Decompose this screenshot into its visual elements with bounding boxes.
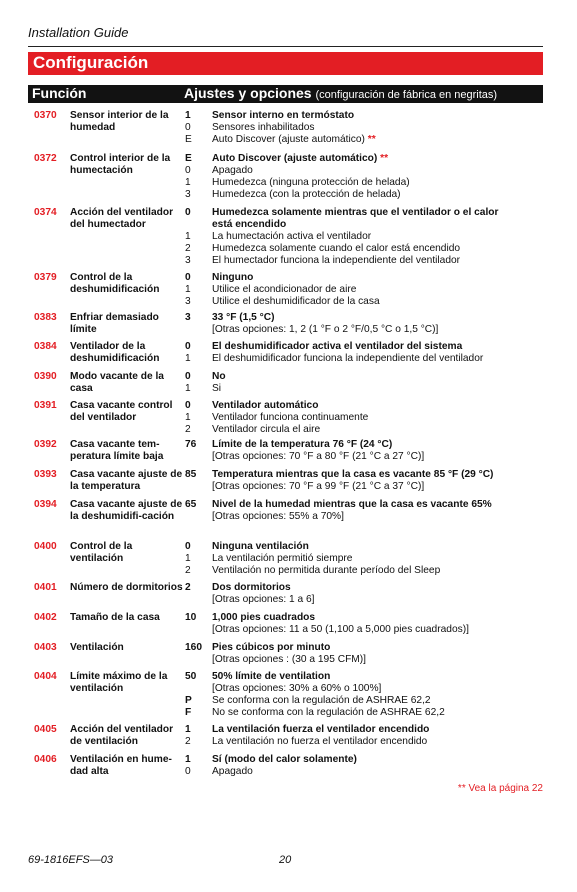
option-line: [212, 451, 542, 463]
option-line: [212, 553, 542, 565]
setting-code: 0393: [34, 469, 57, 480]
option-text: 33 °F (1,5 °C): [212, 312, 275, 323]
setting-options: [212, 582, 542, 606]
setting-value: 65: [185, 499, 197, 510]
option-line: [212, 654, 542, 666]
setting-value: 1: [185, 177, 191, 188]
setting-options: [212, 724, 542, 748]
option-text: La ventilación fuerza el ventilador encendido: [212, 724, 430, 735]
option-line: [212, 243, 542, 255]
setting-options: [212, 341, 542, 365]
settings-header-note: (configuración de fábrica en negritas): [315, 89, 498, 101]
setting-value: 1: [185, 383, 191, 394]
option-line: [212, 371, 542, 383]
option-line: [212, 499, 542, 511]
option-line: [212, 207, 542, 219]
option-line: [212, 766, 542, 778]
setting-value: 0: [185, 165, 191, 176]
setting-values: [185, 642, 209, 654]
option-text: Si: [212, 383, 222, 394]
option-line: [212, 582, 542, 594]
function-name: Acción del ventilador del humectador: [70, 207, 174, 230]
page-number: 20: [279, 854, 292, 866]
option-line: [212, 400, 542, 412]
option-line: [212, 439, 542, 451]
option-line: [212, 296, 542, 308]
option-line: [212, 565, 542, 577]
setting-values: [185, 754, 209, 778]
setting-values: [185, 439, 209, 451]
option-line: [212, 110, 542, 122]
function-name: Sensor interior de la humedad: [70, 110, 169, 133]
function-name: Ventilador de la deshumidificación: [70, 341, 160, 364]
setting-options: [212, 642, 542, 666]
option-text: Nivel de la humedad mientras que la casa es vacante 65%: [212, 499, 492, 510]
option-text: Ventilación no permitida durante período del Sleep: [212, 565, 441, 576]
setting-value: 0: [185, 122, 191, 133]
footnote: ** Vea la página 22: [457, 783, 543, 794]
setting-options: [212, 153, 542, 201]
setting-value: 0: [185, 400, 191, 411]
setting-options: [212, 671, 542, 719]
option-text: Auto Discover (ajuste automático): [212, 153, 378, 164]
option-text: Ninguno: [212, 272, 254, 283]
setting-code: 0400: [34, 541, 57, 552]
setting-code: 0394: [34, 499, 57, 510]
setting-values: [185, 469, 209, 481]
option-line: [212, 541, 542, 553]
option-text: Humedezca solamente cuando el calor está encendido: [212, 243, 461, 254]
option-line: [212, 165, 542, 177]
option-line: [212, 189, 542, 201]
setting-value: [185, 219, 209, 231]
function-name: Tamaño de la casa: [70, 612, 160, 623]
option-text: Auto Discover (ajuste automático): [212, 134, 365, 145]
option-text: El humectador funciona la independiente del ventilador: [212, 255, 461, 266]
option-line: [212, 353, 542, 365]
setting-values: [185, 400, 209, 436]
option-text: Ventilador circula el aire: [212, 424, 321, 435]
function-name: Límite máximo de la ventilación: [70, 671, 168, 694]
option-line: [212, 695, 542, 707]
option-text: Se conforma con la regulación de ASHRAE 62,2: [212, 695, 431, 706]
option-text: Sí (modo del calor solamente): [212, 754, 357, 765]
option-text: Apagado: [212, 766, 253, 777]
setting-value: 3: [185, 296, 191, 307]
column-header-settings: [184, 85, 497, 101]
setting-options: [212, 207, 542, 267]
function-name: Modo vacante de la casa: [70, 371, 164, 394]
setting-code: 0379: [34, 272, 57, 283]
setting-options: [212, 371, 542, 395]
option-text: Dos dormitorios: [212, 582, 291, 593]
setting-code: 0374: [34, 207, 57, 218]
setting-options: [212, 312, 542, 336]
option-line: [212, 469, 542, 481]
option-text: 50% límite de ventilation: [212, 671, 331, 682]
setting-values: [185, 110, 209, 146]
setting-options: [212, 499, 542, 523]
function-name: Enfriar demasiado límite: [70, 312, 159, 335]
setting-value: 160: [185, 642, 202, 653]
option-line: [212, 134, 542, 146]
option-text: Humedezca (con la protección de helada): [212, 189, 401, 200]
setting-options: [212, 272, 542, 308]
option-line: [212, 383, 542, 395]
setting-code: 0401: [34, 582, 57, 593]
setting-value: P: [185, 695, 192, 706]
option-line: [212, 736, 542, 748]
setting-value: 1: [185, 231, 191, 242]
setting-values: [185, 272, 209, 308]
setting-values: [185, 371, 209, 395]
option-line: [212, 683, 542, 695]
setting-value: 0: [185, 766, 191, 777]
option-text: [Otras opciones: 70 °F a 99 °F (21 °C a 37 °C)]: [212, 481, 425, 492]
setting-value: 0: [185, 207, 191, 218]
setting-values: [185, 541, 209, 577]
setting-value: 50: [185, 671, 197, 682]
option-text: [Otras opciones: 55% a 70%]: [212, 511, 344, 522]
option-line: [212, 481, 542, 493]
option-line: [212, 424, 542, 436]
setting-value: 0: [185, 371, 191, 382]
option-text: La humectación activa el ventilador: [212, 231, 372, 242]
option-line: [212, 724, 542, 736]
option-text: Sensor interno en termóstato: [212, 110, 355, 121]
function-name: Número de dormitorios: [70, 582, 183, 593]
setting-values: [185, 582, 209, 594]
option-text: 1,000 pies cuadrados: [212, 612, 316, 623]
option-text: [Otras opciones: 30% a 60% o 100%]: [212, 683, 382, 694]
setting-value: 1: [185, 110, 191, 121]
section-title: Configuración: [33, 53, 149, 72]
option-line: [212, 312, 542, 324]
setting-code: 0392: [34, 439, 57, 450]
setting-options: [212, 754, 542, 778]
option-text: Utilice el acondicionador de aire: [212, 284, 357, 295]
option-text: está encendido: [212, 219, 287, 230]
option-line: [212, 177, 542, 189]
option-line: [212, 642, 542, 654]
setting-options: [212, 469, 542, 493]
setting-code: 0402: [34, 612, 57, 623]
footnote-marker: **: [367, 134, 376, 145]
function-name: Casa vacante ajuste de la temperatura: [70, 469, 183, 492]
option-text: Ninguna ventilación: [212, 541, 309, 552]
setting-values: [185, 499, 209, 511]
option-text: La ventilación no fuerza el ventilador encendido: [212, 736, 428, 747]
option-text: El deshumidificador funciona la independiente del ventilador: [212, 353, 484, 364]
setting-value: F: [185, 707, 192, 718]
option-text: Límite de la temperatura 76 °F (24 °C): [212, 439, 393, 450]
setting-value: E: [185, 134, 192, 145]
option-line: [212, 255, 542, 267]
setting-value: 1: [185, 553, 191, 564]
guide-title: Installation Guide: [28, 25, 129, 40]
function-name: Ventilación: [70, 642, 124, 653]
option-text: No: [212, 371, 226, 382]
setting-options: [212, 439, 542, 463]
setting-value: 2: [185, 736, 191, 747]
setting-value: 1: [185, 353, 191, 364]
setting-value: 0: [185, 541, 191, 552]
setting-values: [185, 724, 209, 748]
option-text: Ventilador automático: [212, 400, 319, 411]
setting-options: [212, 400, 542, 436]
doc-number: 69-1816EFS—03: [28, 854, 113, 866]
setting-code: 0406: [34, 754, 57, 765]
option-line: [212, 284, 542, 296]
function-name: Casa vacante tem-peratura límite baja: [70, 439, 164, 462]
setting-value: 76: [185, 439, 197, 450]
top-rule: [28, 46, 543, 47]
setting-values: [185, 207, 209, 267]
option-line: [212, 272, 542, 284]
option-line: [212, 324, 542, 336]
table-header: [28, 85, 543, 103]
setting-value: 0: [185, 272, 191, 283]
setting-options: [212, 612, 542, 636]
option-text: [Otras opciones: 1, 2 (1 °F o 2 °F/0,5 °C o 1,5 °C)]: [212, 324, 439, 335]
setting-value: 1: [185, 284, 191, 295]
option-line: [212, 122, 542, 134]
function-name: Control interior de la humectación: [70, 153, 171, 176]
option-line: [212, 612, 542, 624]
setting-value: 2: [185, 582, 191, 593]
option-text: [Otras opciones: 70 °F a 80 °F (21 °C a 27 °C)]: [212, 451, 425, 462]
option-line: [212, 594, 542, 606]
option-text: Pies cúbicos por minuto: [212, 642, 331, 653]
option-text: Utilice el deshumidificador de la casa: [212, 296, 380, 307]
option-line: [212, 231, 542, 243]
setting-value: 1: [185, 412, 191, 423]
setting-value: 1: [185, 754, 191, 765]
option-text: [Otras opciones : (30 a 195 CFM)]: [212, 654, 367, 665]
function-name: Control de la deshumidificación: [70, 272, 160, 295]
setting-value: [185, 683, 209, 695]
footnote-marker: **: [380, 153, 389, 164]
option-text: La ventilación permitió siempre: [212, 553, 353, 564]
option-line: [212, 624, 542, 636]
setting-value: 1: [185, 724, 191, 735]
setting-value: 10: [185, 612, 197, 623]
option-text: [Otras opciones: 1 a 6]: [212, 594, 315, 605]
setting-value: 2: [185, 565, 191, 576]
function-name: Casa vacante control del ventilador: [70, 400, 173, 423]
setting-options: [212, 541, 542, 577]
section-banner: [28, 52, 543, 75]
option-text: Sensores inhabilitados: [212, 122, 315, 133]
column-header-function: Función: [32, 85, 87, 101]
setting-values: [185, 612, 209, 624]
setting-code: 0391: [34, 400, 57, 411]
function-name: Ventilación en hume-dad alta: [70, 754, 172, 777]
setting-values: [185, 341, 209, 365]
setting-value: 2: [185, 424, 191, 435]
setting-code: 0403: [34, 642, 57, 653]
setting-code: 0405: [34, 724, 57, 735]
option-text: Humedezca solamente mientras que el ventilador o el calor: [212, 207, 499, 218]
option-text: [Otras opciones: 11 a 50 (1,100 a 5,000 pies cuadrados)]: [212, 624, 469, 635]
setting-code: 0404: [34, 671, 57, 682]
option-line: [212, 707, 542, 719]
setting-code: 0383: [34, 312, 57, 323]
setting-value: 3: [185, 255, 191, 266]
function-name: Casa vacante ajuste de la deshumidifi-cación: [70, 499, 183, 522]
setting-values: [185, 671, 209, 719]
function-name: Acción del ventilador de ventilación: [70, 724, 174, 747]
setting-values: [185, 312, 209, 324]
option-text: No se conforma con la regulación de ASHRAE 62,2: [212, 707, 445, 718]
option-text: Ventilador funciona continuamente: [212, 412, 369, 423]
setting-options: [212, 110, 542, 146]
setting-code: 0372: [34, 153, 57, 164]
option-line: [212, 754, 542, 766]
option-text: Temperatura mientras que la casa es vacante 85 °F (29 °C): [212, 469, 494, 480]
setting-value: E: [185, 153, 192, 164]
setting-value: 0: [185, 341, 191, 352]
setting-values: [185, 153, 209, 201]
function-name: Control de la ventilación: [70, 541, 133, 564]
option-text: Humedezca (ninguna protección de helada): [212, 177, 410, 188]
option-line: [212, 341, 542, 353]
option-text: El deshumidificador activa el ventilador del sistema: [212, 341, 463, 352]
setting-code: 0384: [34, 341, 57, 352]
setting-value: 85: [185, 469, 197, 480]
setting-value: 3: [185, 189, 191, 200]
option-line: [212, 671, 542, 683]
option-line: [212, 153, 542, 165]
settings-header-main: Ajustes y opciones: [184, 85, 312, 101]
option-text: Apagado: [212, 165, 253, 176]
option-line: [212, 219, 542, 231]
option-line: [212, 412, 542, 424]
option-line: [212, 511, 542, 523]
setting-value: 3: [185, 312, 191, 323]
setting-value: 2: [185, 243, 191, 254]
setting-code: 0370: [34, 110, 57, 121]
setting-code: 0390: [34, 371, 57, 382]
